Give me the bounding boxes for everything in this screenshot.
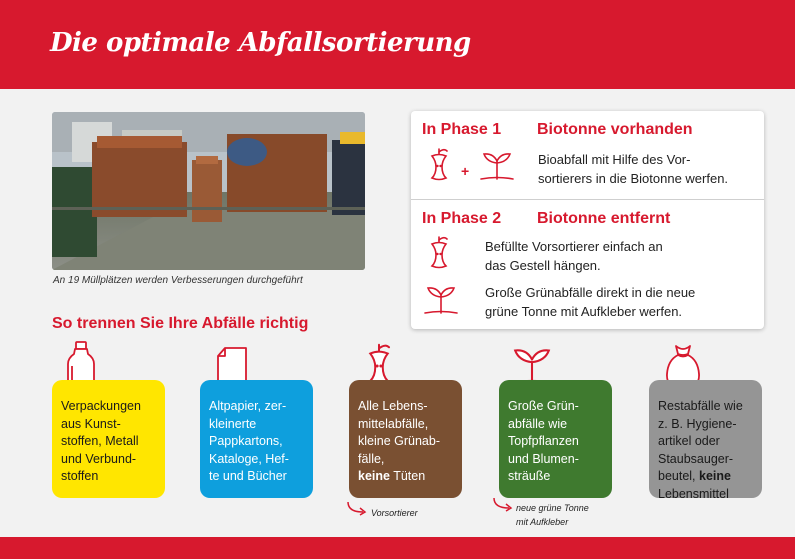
card-line: te und Bücher [209, 469, 287, 483]
curved-arrow-icon [345, 500, 369, 518]
phase-2-text-line: Befüllte Vorsortierer einfach an [485, 239, 663, 254]
phase-1-heading: Biotonne vorhanden [537, 121, 693, 138]
phase-1-label: In Phase 1 [422, 121, 502, 138]
phase-2-text-line: das Gestell hängen. [485, 258, 601, 273]
card-line: Kataloge, Hef- [209, 451, 289, 466]
card-line: Lebensmittel [658, 486, 729, 501]
card-line: Altpapier, zer- [209, 399, 287, 413]
waste-site-photo [52, 112, 365, 270]
phase-2-text-line: Große Grünabfälle direkt in die neue [485, 285, 696, 300]
card-line: artikel oder [658, 434, 720, 448]
card-line: stoffen [61, 469, 99, 483]
category-card-packaging [52, 380, 165, 498]
plus-sign: + [461, 163, 470, 179]
card-line: stoffen, Metall [61, 434, 139, 448]
phase-2-label: In Phase 2 [422, 210, 502, 227]
card-line [358, 468, 454, 486]
card-line: kleine Grünab- [358, 434, 440, 448]
bold-keine: keine [699, 469, 731, 483]
curved-arrow-icon [491, 496, 515, 514]
note-tonne-line-1: neue grüne Tonne [516, 503, 589, 513]
card-line: und Blumen- [508, 451, 579, 466]
card-line: Verpackungen [61, 399, 141, 413]
sprout-icon [421, 283, 461, 317]
card-line: kleinerte [209, 416, 257, 431]
card-line: abfälle wie [508, 416, 568, 431]
card-line: aus Kunst- [61, 416, 121, 431]
card-line [658, 468, 754, 486]
bold-keine: keine [358, 469, 390, 483]
phase-2-heading: Biotonne entfernt [537, 210, 671, 227]
phase-2-item-1 [485, 237, 663, 275]
phase-1-text [538, 150, 728, 188]
phase-1-text-line: Bioabfall mit Hilfe des Vor- [538, 152, 691, 167]
phase-2-text-line: grüne Tonne mit Aufkleber werfen. [485, 304, 683, 319]
sorting-section-title: So trennen Sie Ihre Abfälle richtig [52, 315, 309, 332]
card-line: Alle Lebens- [358, 399, 428, 413]
phase-2-item-2 [485, 283, 695, 321]
apple-core-icon [427, 235, 451, 273]
sprout-icon [477, 149, 517, 183]
apple-core-icon [427, 147, 451, 185]
footer-bar [0, 537, 795, 559]
card-line: mittelabfälle, [358, 416, 429, 431]
phase-1-text-line: sortierers in die Biotonne werfen. [538, 171, 729, 186]
card-line: Topfpflanzen [508, 434, 579, 448]
category-card-green [499, 380, 612, 498]
photo-caption: An 19 Müllplätzen werden Verbesserungen durchgeführt [53, 275, 303, 286]
card-line: Große Grün- [508, 399, 579, 413]
card-line: sträuße [508, 469, 551, 483]
phase-divider [411, 199, 764, 200]
card-line: Staubsauger- [658, 451, 734, 466]
phase-info-box [411, 111, 764, 329]
header-banner [0, 0, 795, 89]
note-tonne-line-2: mit Aufkleber [516, 517, 569, 527]
card-line: und Verbund- [61, 451, 137, 466]
card-line: Restabfälle wie [658, 399, 743, 413]
category-card-bio [349, 380, 462, 498]
card-line: z. B. Hygiene- [658, 416, 737, 431]
category-card-residual [649, 380, 762, 501]
page-title: Die optimale Abfallsortierung [50, 28, 471, 58]
card-line: Pappkartons, [209, 434, 283, 448]
card-line: fälle, [358, 451, 385, 466]
card-line-start: beutel, [658, 469, 696, 483]
note-vorsortierer: Vorsortierer [371, 508, 418, 518]
category-card-paper [200, 380, 313, 498]
card-line-tail: Tüten [389, 469, 426, 483]
